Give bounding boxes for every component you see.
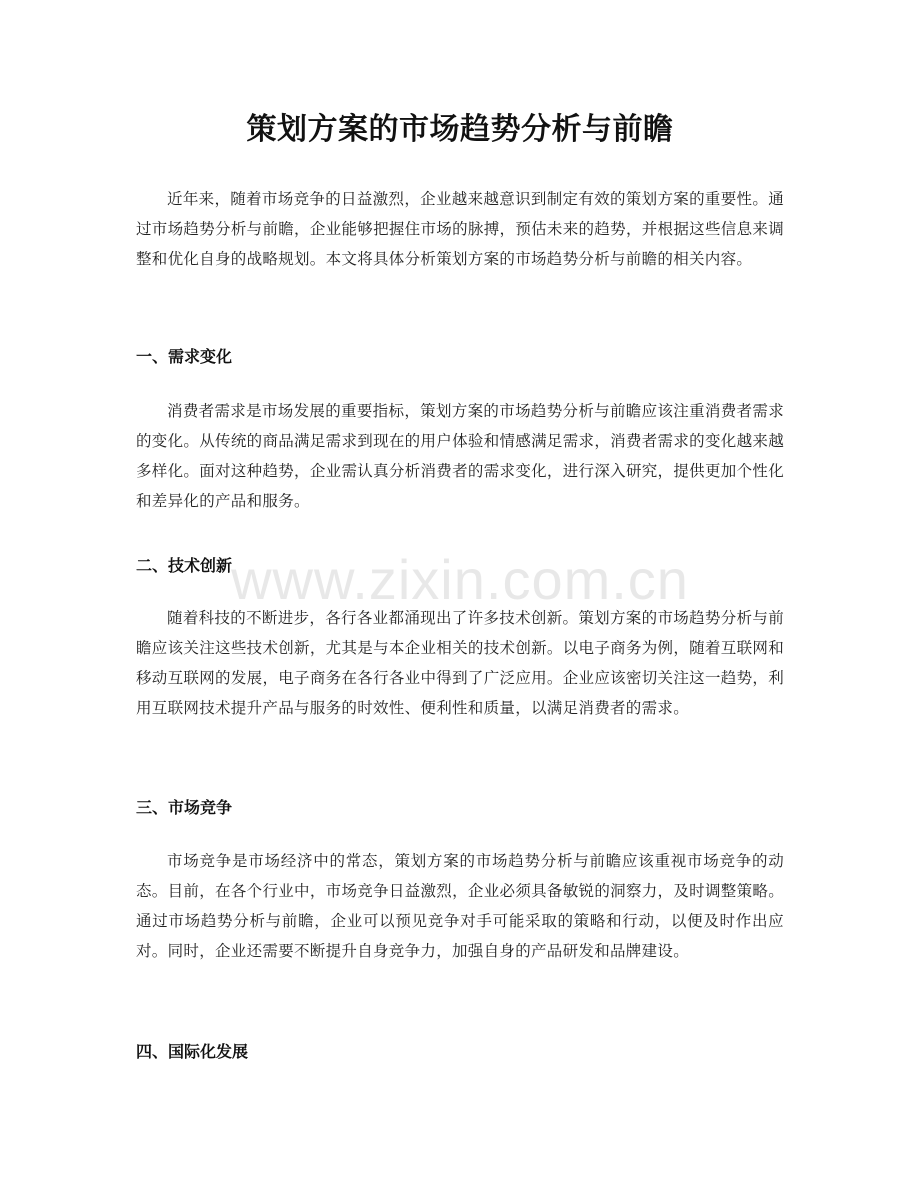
section-body-demand-change: 消费者需求是市场发展的重要指标，策划方案的市场趋势分析与前瞻应该注重消费者需求的变化。从传统的商品满足需求到现在的用户体验和情感满足需求，消费者需求的变化越来越多样化。面对这种趋势，企业需认真分析消费者的需求变化，进行深入研究，提供更加个性化和差异化的产品和服务。 [136,402,784,510]
section-heading-internationalization: 四、国际化发展 [136,1042,249,1061]
intro-paragraph: 近年来，随着市场竞争的日益激烈，企业越来越意识到制定有效的策划方案的重要性。通过市场趋势分析与前瞻，企业能够把握住市场的脉搏，预估未来的趋势，并根据这些信息来调整和优化自身的战略规划。本文将具体分析策划方案的市场趋势分析与前瞻的相关内容。 [136,190,784,268]
section-body-market-competition: 市场竞争是市场经济中的常态，策划方案的市场趋势分析与前瞻应该重视市场竞争的动态。目前，在各个行业中，市场竞争日益激烈，企业必须具备敏锐的洞察力，及时调整策略。通过市场趋势分析与前瞻，企业可以预见竞争对手可能采取的策略和行动，以便及时作出应对。同时，企业还需要不断提升自身竞争力，加强自身的产品研发和品牌建设。 [136,852,784,960]
watermark: www.zixin.com.cn [231,548,689,611]
section-heading-tech-innovation: 二、技术创新 [136,556,233,575]
section-heading-market-competition: 三、市场竞争 [136,798,233,817]
section-body-tech-innovation: 随着科技的不断进步，各行各业都涌现出了许多技术创新。策划方案的市场趋势分析与前瞻应该关注这些技术创新，尤其是与本企业相关的技术创新。以电子商务为例，随着互联网和移动互联网的发展，电子商务在各行各业中得到了广泛应用。企业应该密切关注这一趋势，利用互联网技术提升产品与服务的时效性、便利性和质量，以满足消费者的需求。 [136,609,784,717]
section-heading-demand-change: 一、需求变化 [136,347,233,366]
document-title: 策划方案的市场趋势分析与前瞻 [246,112,674,147]
